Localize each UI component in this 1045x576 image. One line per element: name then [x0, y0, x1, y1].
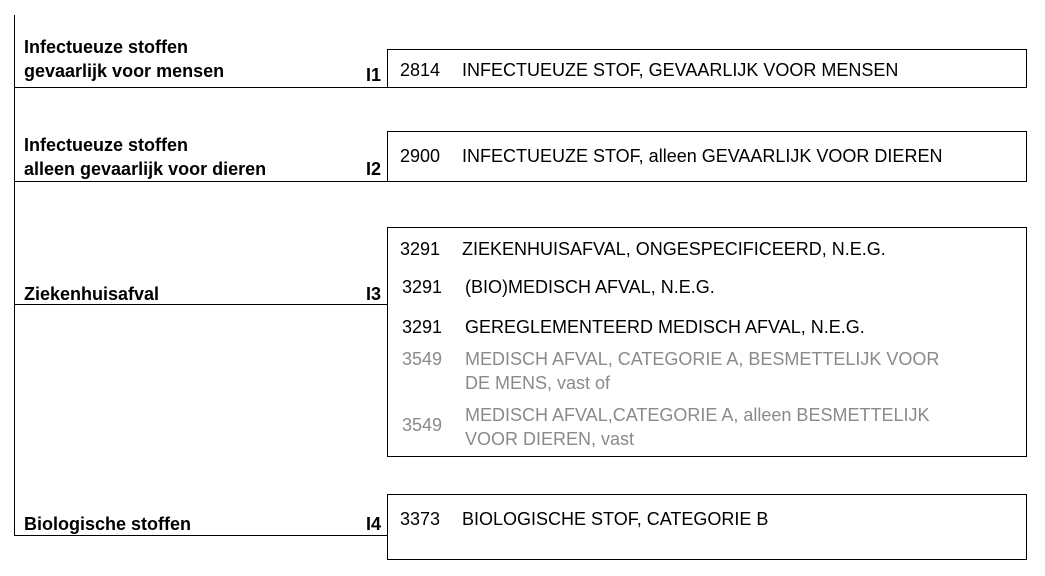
group-i2-connector	[14, 181, 387, 182]
entry-description-line-2: VOOR DIEREN, vast	[465, 429, 635, 449]
entry-description: (BIO)MEDISCH AFVAL, N.E.G.	[465, 277, 715, 297]
entry-description-line-1: MEDISCH AFVAL, CATEGORIE A, BESMETTELIJK VOOR	[465, 349, 940, 369]
entry-description: BIOLOGISCHE STOF, CATEGORIE B	[462, 509, 769, 529]
un-number: 3373	[400, 509, 441, 529]
group-i1-label	[24, 35, 224, 83]
un-number: 3291	[402, 317, 443, 337]
group-i3-code: I3	[366, 284, 382, 304]
group-i2-label-line-1: Infectueuze stoffen	[24, 135, 189, 155]
group-i3-connector	[14, 304, 387, 305]
entry-description: GEREGLEMENTEERD MEDISCH AFVAL, N.E.G.	[465, 317, 865, 337]
group-i3-label	[24, 282, 159, 306]
entry-description: ZIEKENHUISAFVAL, ONGESPECIFICEERD, N.E.G.	[462, 239, 886, 259]
un-number: 2900	[400, 146, 441, 166]
group-i4-connector	[14, 535, 387, 536]
un-number: 2814	[400, 60, 441, 80]
group-i3-box	[387, 227, 1027, 457]
group-i3-label-line-1: Ziekenhuisafval	[24, 284, 160, 304]
group-i4-label-line-1: Biologische stoffen	[24, 514, 192, 534]
entry-description: INFECTUEUZE STOF, GEVAARLIJK VOOR MENSEN	[462, 60, 899, 80]
un-number: 3549	[402, 415, 443, 435]
entry-description-line-2: DE MENS, vast of	[465, 373, 611, 393]
un-number: 3291	[400, 239, 441, 259]
un-number: 3549	[402, 349, 443, 369]
un-number: 3291	[402, 277, 443, 297]
group-i1-label-line-2: gevaarlijk voor mensen	[24, 61, 225, 81]
main-vertical-line	[14, 15, 15, 536]
entry-description-line-1: MEDISCH AFVAL,CATEGORIE A, alleen BESMETTELIJK	[465, 405, 930, 425]
group-i1-label-line-1: Infectueuze stoffen	[24, 37, 189, 57]
group-i4-code: I4	[366, 514, 382, 534]
group-i2-box	[387, 131, 1027, 182]
group-i1-code: I1	[366, 65, 382, 85]
group-i4-label	[24, 512, 191, 536]
group-i2-label	[24, 133, 266, 181]
group-i2-code: I2	[366, 159, 382, 179]
entry-description: INFECTUEUZE STOF, alleen GEVAARLIJK VOOR DIEREN	[462, 146, 943, 166]
group-i4-box	[387, 494, 1027, 560]
group-i2-label-line-2: alleen gevaarlijk voor dieren	[24, 159, 267, 179]
group-i1-connector	[14, 87, 387, 88]
group-i1-box	[387, 49, 1027, 88]
